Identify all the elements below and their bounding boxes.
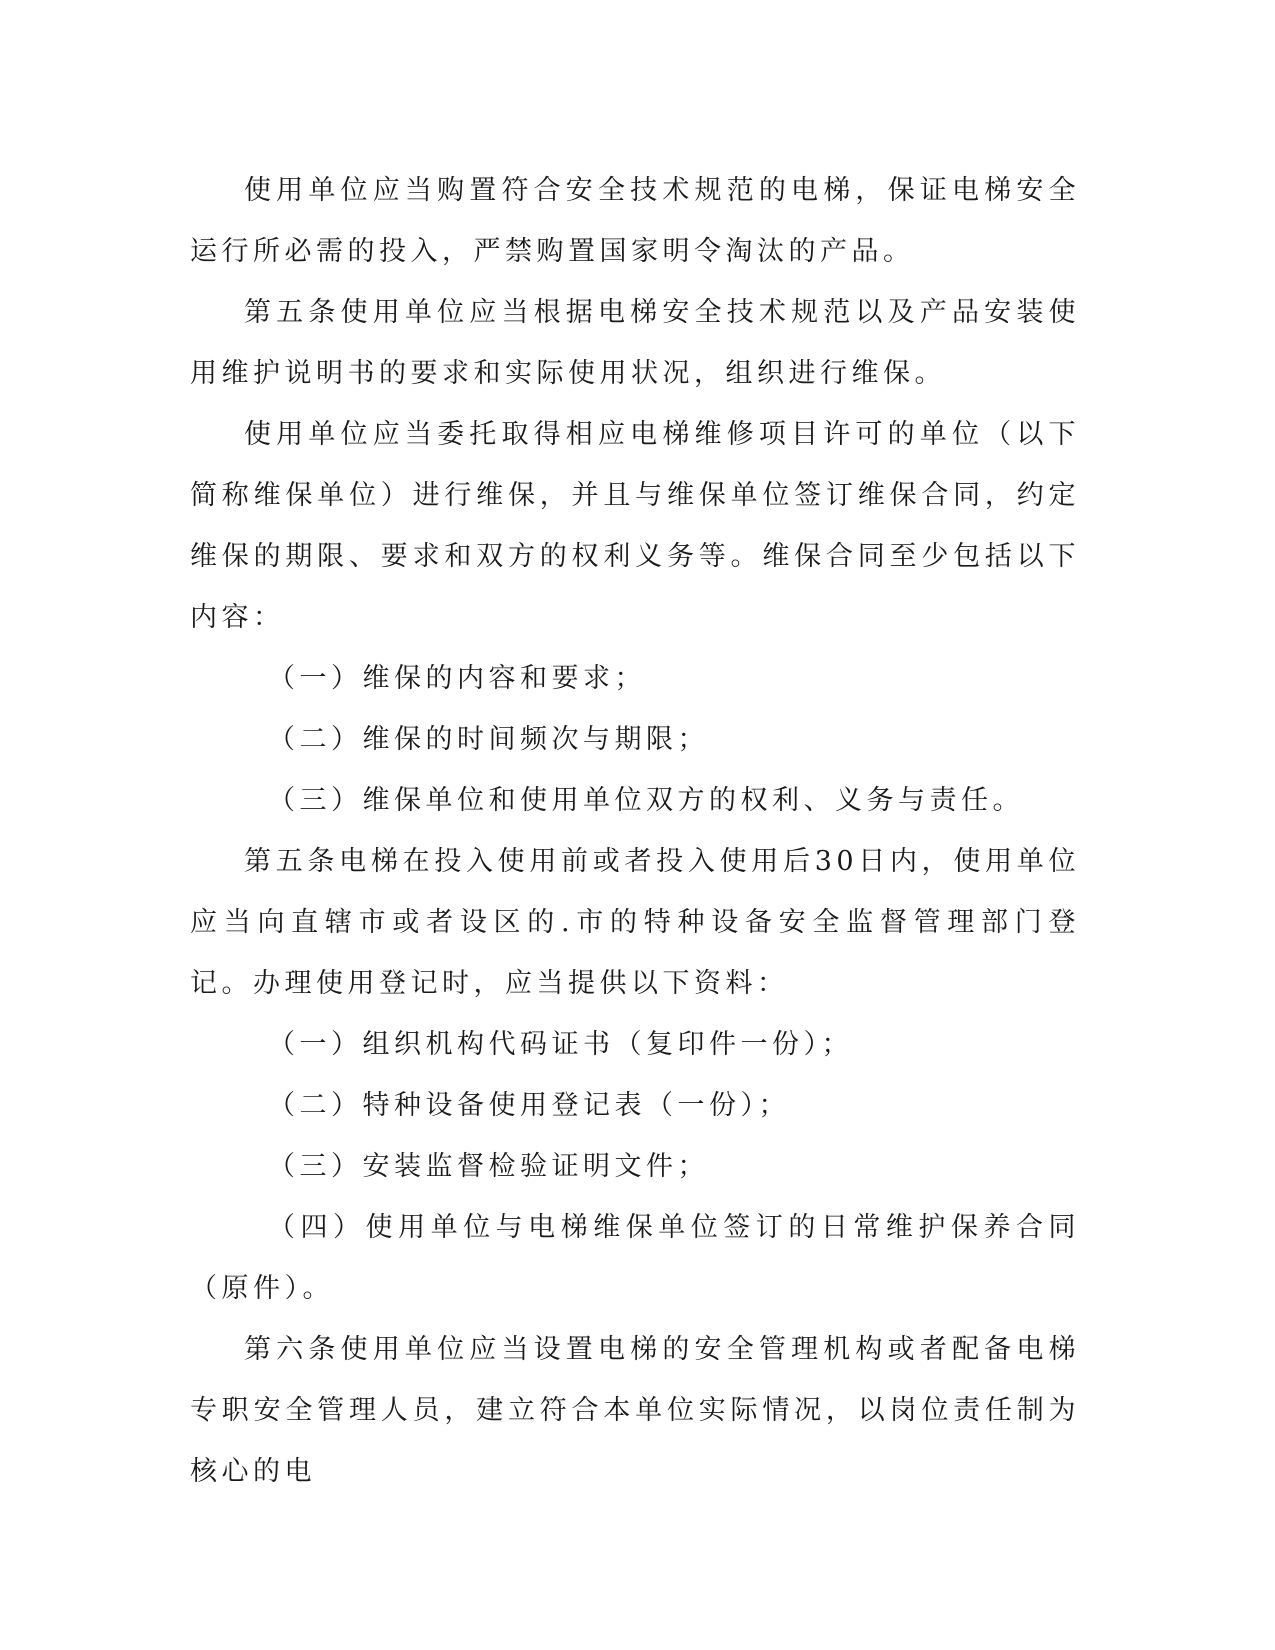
list-item-registration-2: （二）特种设备使用登记表（一份）； [268, 1090, 790, 1121]
list-item-contract-2: （二）维保的时间频次与期限； [268, 724, 709, 755]
document-body [190, 160, 1080, 1502]
list-item-registration-1: （一）组织机构代码证书（复印件一份）； [268, 1029, 853, 1060]
paragraph-purchase-requirement: 使用单位应当购置符合安全技术规范的电梯，保证电梯安全运行所必需的投入，严禁购置国家明令淘汰的产品。 [190, 175, 1080, 267]
list-item-contract-3: （三）维保单位和使用单位双方的权利、义务与责任。 [268, 785, 1024, 816]
list-item-contract-1: （一）维保的内容和要求； [268, 663, 646, 694]
paragraph-maintenance-contract: 使用单位应当委托取得相应电梯维修项目许可的单位（以下简称维保单位）进行维保，并且与维保单位签订维保合同，约定维保的期限、要求和双方的权利义务等。维保合同至少包括以下内容： [190, 419, 1080, 633]
list-item-registration-3: （三）安装监督检验证明文件； [268, 1151, 709, 1182]
paragraph-article-5-registration: 第五条电梯在投入使用前或者投入使用后30日内，使用单位应当向直辖市或者设区的.市的特种设备安全监督管理部门登记。办理使用登记时，应当提供以下资料： [190, 846, 1080, 999]
paragraph-article-5-maintenance: 第五条使用单位应当根据电梯安全技术规范以及产品安装使用维护说明书的要求和实际使用状况，组织进行维保。 [190, 297, 1080, 389]
paragraph-article-6: 第六条使用单位应当设置电梯的安全管理机构或者配备电梯专职安全管理人员，建立符合本单位实际情况，以岗位责任制为核心的电 [190, 1334, 1080, 1487]
list-item-registration-4: （四）使用单位与电梯维保单位签订的日常维护保养合同（原件）。 [190, 1212, 1080, 1304]
